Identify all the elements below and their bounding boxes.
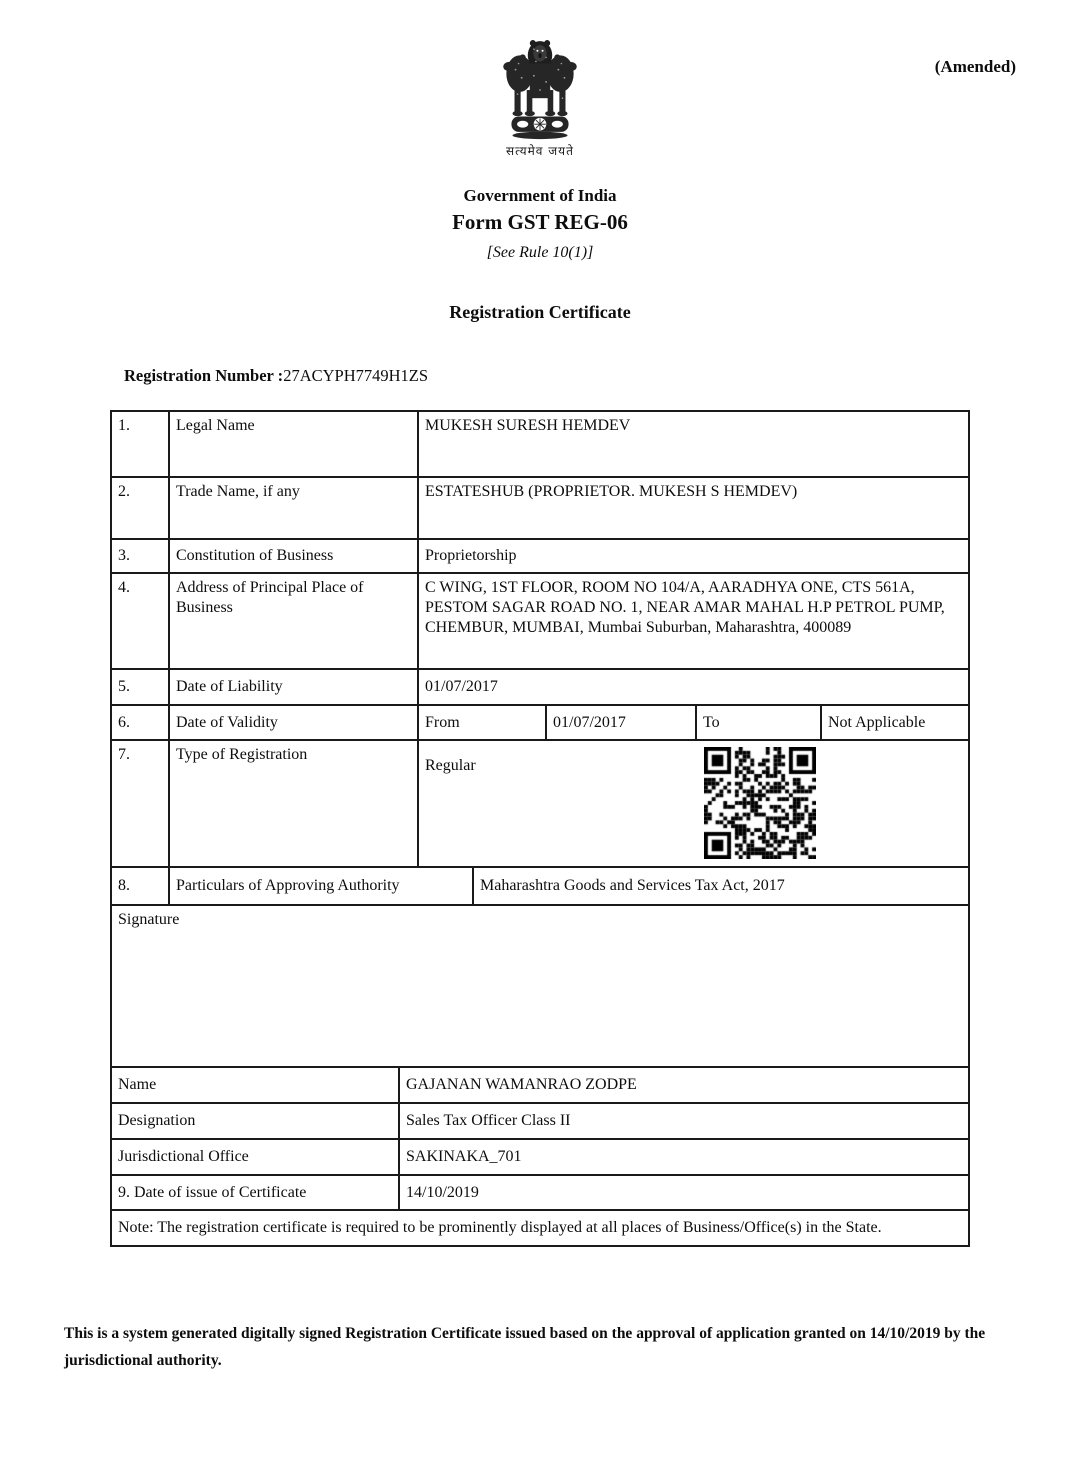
registration-number-value: 27ACYPH7749H1ZS [283, 366, 429, 385]
row-label: Trade Name, if any [169, 477, 418, 539]
qr-code-icon [704, 747, 816, 859]
validity-from-value: 01/07/2017 [546, 705, 696, 740]
row-value [418, 740, 969, 867]
row-label: 9. Date of issue of Certificate [111, 1175, 399, 1210]
registration-type-value: Regular [425, 757, 476, 774]
row-number: 1. [111, 411, 169, 477]
row-officer-name [111, 1067, 969, 1103]
row-number: 2. [111, 477, 169, 539]
row-legal-name [111, 411, 969, 477]
row-label: Date of Validity [169, 705, 418, 740]
amended-label: (Amended) [934, 57, 1016, 76]
row-note [111, 1210, 969, 1246]
row-number: 7. [111, 740, 169, 867]
row-value: GAJANAN WAMANRAO ZODPE [399, 1067, 969, 1103]
row-value: Sales Tax Officer Class II [399, 1103, 969, 1139]
row-label: Designation [111, 1103, 399, 1139]
row-label: Date of Liability [169, 669, 418, 705]
validity-from-label: From [418, 705, 546, 740]
row-value: ESTATESHUB (PROPRIETOR. MUKESH S HEMDEV) [418, 477, 969, 539]
row-jurisdictional-office [111, 1139, 969, 1175]
row-date-of-validity [111, 705, 969, 740]
row-signature [111, 905, 969, 1067]
registration-number-line [124, 366, 428, 386]
certificate-table [110, 410, 970, 1247]
signature-cell: Signature [111, 905, 969, 1067]
rule-reference: [See Rule 10(1)] [486, 244, 594, 261]
india-national-emblem-icon [502, 37, 578, 141]
row-value: MUKESH SURESH HEMDEV [418, 411, 969, 477]
satyameva-jayate-motto: सत्यमेव जयते [506, 144, 574, 158]
row-trade-name [111, 477, 969, 539]
note-cell: Note: The registration certificate is required to be prominently displayed at all places of Business/Office(s) in the State. [111, 1210, 969, 1246]
row-value: 14/10/2019 [399, 1175, 969, 1210]
validity-to-label: To [696, 705, 821, 740]
row-number: 4. [111, 573, 169, 669]
row-number: 6. [111, 705, 169, 740]
row-number: 8. [111, 867, 169, 905]
row-value: C WING, 1ST FLOOR, ROOM NO 104/A, AARADHYA ONE, CTS 561A, PESTOM SAGAR ROAD NO. 1, NEAR AMAR MAHAL H.P PETROL PUMP, CHEMBUR, MUMBAI, Mumbai Suburban, Maharashtra, 400089 [418, 573, 969, 669]
row-issue-date [111, 1175, 969, 1210]
row-label: Legal Name [169, 411, 418, 477]
row-label: Constitution of Business [169, 539, 418, 573]
emblem-block [0, 37, 1080, 159]
certificate-title: Registration Certificate [449, 302, 631, 322]
row-label: Particulars of Approving Authority [169, 867, 473, 905]
row-date-of-liability [111, 669, 969, 705]
row-approving-authority [111, 867, 969, 905]
row-label: Name [111, 1067, 399, 1103]
row-value: Proprietorship [418, 539, 969, 573]
row-number: 3. [111, 539, 169, 573]
row-address [111, 573, 969, 669]
row-value: 01/07/2017 [418, 669, 969, 705]
row-value: SAKINAKA_701 [399, 1139, 969, 1175]
row-label: Jurisdictional Office [111, 1139, 399, 1175]
validity-to-value: Not Applicable [821, 705, 969, 740]
row-designation [111, 1103, 969, 1139]
registration-number-label: Registration Number : [124, 366, 284, 385]
form-title: Form GST REG-06 [452, 210, 628, 234]
row-value: Maharashtra Goods and Services Tax Act, 2017 [473, 867, 969, 905]
row-label: Type of Registration [169, 740, 418, 867]
row-type-of-registration [111, 740, 969, 867]
row-number: 5. [111, 669, 169, 705]
row-constitution [111, 539, 969, 573]
system-generated-footnote: This is a system generated digitally signed Registration Certificate issued based on the approval of application granted on 14/10/2019 by the jurisdictional authority. [64, 1325, 986, 1369]
government-of-india-heading: Government of India [463, 186, 617, 205]
row-label: Address of Principal Place of Business [169, 573, 418, 669]
